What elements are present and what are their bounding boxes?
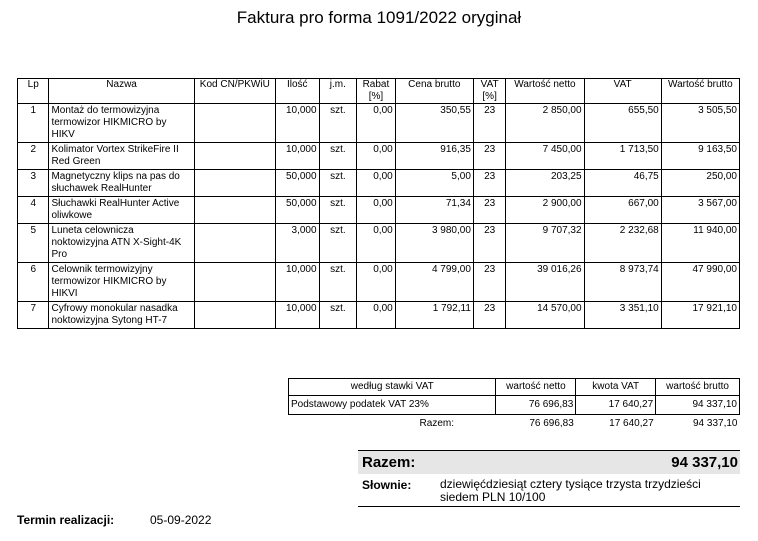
vat-gross-cell: 94 337,10 [656,396,740,415]
vat-header-net: wartość netto [496,379,576,396]
cell-name: Kolimator Vortex StrikeFire II Red Green [49,143,194,170]
cell-vat: 3 351,10 [584,302,661,329]
cell-lp: 2 [18,143,49,170]
cell-vat-rate: 23 [473,143,505,170]
in-words-value: dziewięćdziesiąt cztery tysiące trzysta trzydzieści siedem PLN 10/100 [440,477,701,504]
cell-vat-rate: 23 [473,104,505,143]
cell-code [194,104,275,143]
cell-price: 3 980,00 [395,224,473,263]
table-row [18,302,740,329]
cell-vat-rate: 23 [473,170,505,197]
realization-label: Termin realizacji: [17,513,115,527]
cell-lp: 6 [18,263,49,302]
cell-vat: 8 973,74 [584,263,661,302]
table-row [18,224,740,263]
cell-unit: szt. [319,224,357,263]
cell-unit: szt. [319,302,357,329]
cell-net: 2 900,00 [506,197,584,224]
cell-vat: 2 232,68 [584,224,661,263]
vat-total-gross: 94 337,10 [693,418,738,429]
header-qty: Ilość [275,79,319,104]
cell-price: 5,00 [395,170,473,197]
header-discount: Rabat [%] [357,79,396,104]
cell-vat-rate: 23 [473,263,505,302]
vat-row [289,396,740,415]
cell-code [194,302,275,329]
cell-price: 4 799,00 [395,263,473,302]
cell-vat-rate: 23 [473,302,505,329]
cell-qty: 10,000 [275,302,319,329]
cell-code [194,143,275,170]
cell-vat: 655,50 [584,104,661,143]
cell-code [194,170,275,197]
cell-discount: 0,00 [357,302,396,329]
vat-amount-cell: 17 640,27 [576,396,656,415]
cell-vat: 46,75 [584,170,661,197]
cell-name: Magnetyczny klips na pas do słuchawek RealHunter [49,170,194,197]
vat-net-cell: 76 696,83 [496,396,576,415]
cell-discount: 0,00 [357,197,396,224]
header-vat: VAT [584,79,661,104]
cell-qty: 10,000 [275,143,319,170]
document-title: Faktura pro forma 1091/2022 oryginał [236,8,522,27]
cell-price: 1 792,11 [395,302,473,329]
divider [358,506,740,507]
header-name: Nazwa [49,79,194,104]
cell-unit: szt. [319,170,357,197]
grand-total-value: 94 337,10 [671,454,738,471]
cell-price: 350,55 [395,104,473,143]
cell-gross: 9 163,50 [661,143,739,170]
cell-code [194,263,275,302]
vat-total-vat: 17 640,27 [609,418,654,429]
header-code: Kod CN/PKWiU [194,79,275,104]
cell-gross: 3 567,00 [661,197,739,224]
cell-discount: 0,00 [357,170,396,197]
cell-qty: 10,000 [275,104,319,143]
vat-total-row [289,415,740,434]
vat-summary-table [288,378,740,433]
items-header-row [18,79,740,104]
cell-vat-rate: 23 [473,224,505,263]
vat-rate-cell: Podstawowy podatek VAT 23% [289,396,496,415]
cell-name: Luneta celownicza noktowizyjna ATN X-Sight-4K Pro [49,224,194,263]
table-row [18,143,740,170]
in-words-label: Słownie: [362,478,412,492]
cell-vat-rate: 23 [473,197,505,224]
vat-total-net: 76 696,83 [529,418,574,429]
cell-qty: 50,000 [275,197,319,224]
cell-vat: 1 713,50 [584,143,661,170]
cell-lp: 4 [18,197,49,224]
cell-discount: 0,00 [357,143,396,170]
table-row [18,197,740,224]
cell-lp: 5 [18,224,49,263]
vat-total-label: Razem: [419,418,454,429]
items-table [17,78,740,329]
cell-gross: 3 505,50 [661,104,739,143]
cell-net: 14 570,00 [506,302,584,329]
cell-code [194,224,275,263]
cell-qty: 50,000 [275,170,319,197]
table-row [18,263,740,302]
header-lp: Lp [18,79,49,104]
cell-gross: 47 990,00 [661,263,739,302]
vat-header-vat: kwota VAT [576,379,656,396]
cell-name: Celownik termowizyjny termowizor HIKMICRO by HIKVI [49,263,194,302]
cell-discount: 0,00 [357,224,396,263]
cell-net: 2 850,00 [506,104,584,143]
cell-gross: 11 940,00 [661,224,739,263]
cell-net: 7 450,00 [506,143,584,170]
grand-total-label: Razem: [362,454,416,471]
table-row [18,104,740,143]
table-row [18,170,740,197]
cell-lp: 7 [18,302,49,329]
cell-net: 9 707,32 [506,224,584,263]
grand-total-box [358,450,740,474]
cell-code [194,197,275,224]
vat-header-gross: wartość brutto [656,379,740,396]
cell-unit: szt. [319,263,357,302]
cell-unit: szt. [319,104,357,143]
header-net: Wartość netto [506,79,584,104]
header-price: Cena brutto [395,79,473,104]
cell-qty: 10,000 [275,263,319,302]
cell-gross: 250,00 [661,170,739,197]
header-unit: j.m. [319,79,357,104]
cell-name: Słuchawki RealHunter Active oliwkowe [49,197,194,224]
vat-header-rate: według stawki VAT [289,379,496,396]
cell-lp: 1 [18,104,49,143]
cell-lp: 3 [18,170,49,197]
cell-qty: 3,000 [275,224,319,263]
realization-date: 05-09-2022 [150,513,212,527]
cell-name: Montaż do termowizyjna termowizor HIKMICRO by HIKV [49,104,194,143]
cell-net: 203,25 [506,170,584,197]
vat-header-row [289,379,740,396]
cell-discount: 0,00 [357,104,396,143]
cell-price: 71,34 [395,197,473,224]
header-gross: Wartość brutto [661,79,739,104]
header-vat-rate: VAT [%] [473,79,505,104]
cell-net: 39 016,26 [506,263,584,302]
cell-discount: 0,00 [357,263,396,302]
cell-price: 916,35 [395,143,473,170]
cell-name: Cyfrowy monokular nasadka noktowizyjna Sytong HT-7 [49,302,194,329]
cell-unit: szt. [319,197,357,224]
cell-unit: szt. [319,143,357,170]
cell-gross: 17 921,10 [661,302,739,329]
cell-vat: 667,00 [584,197,661,224]
